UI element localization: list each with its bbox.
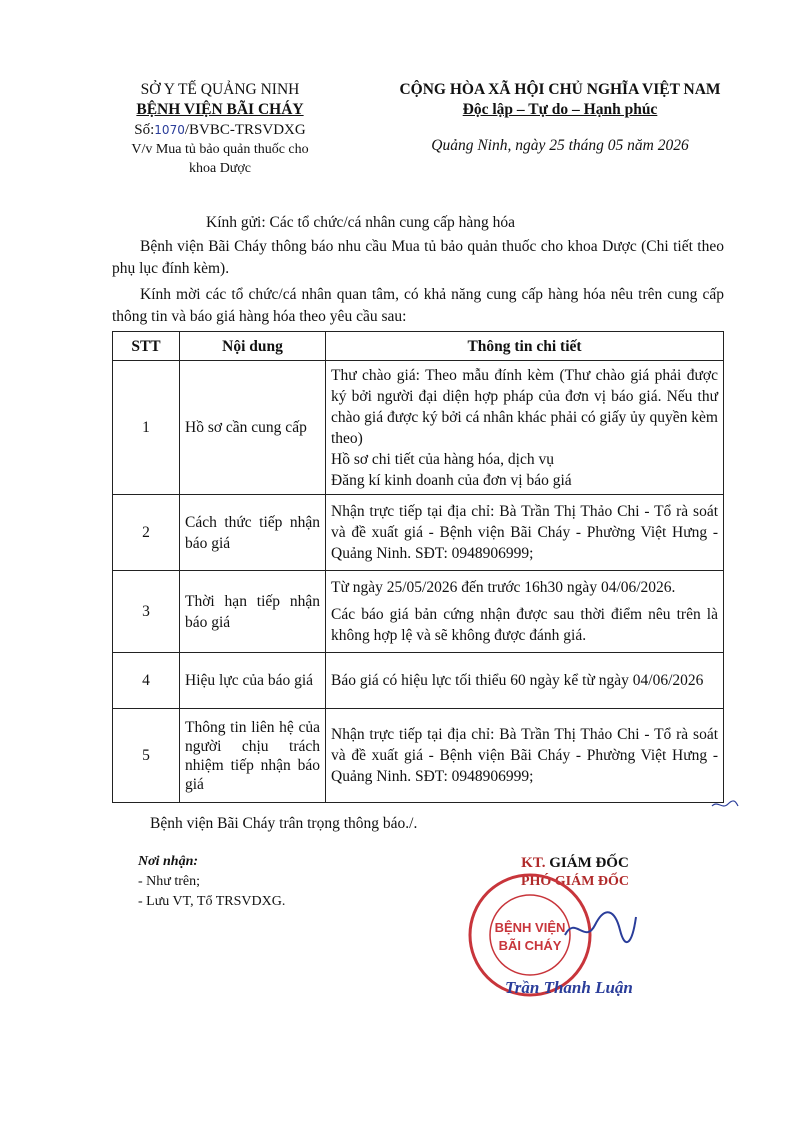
detail-line: Các báo giá bản cứng nhận được sau thời điểm nêu trên là không hợp lệ và sẽ không được đánh giá. (331, 606, 718, 644)
header-stt: STT (113, 332, 180, 361)
table-row (113, 653, 724, 709)
detail-line: Thư chào giá: Theo mẫu đính kèm (Thư chào giá phải được ký bởi người đại diện hợp pháp của đơn vị báo giá. Nếu thư chào giá được ký bởi cá nhân khác phải có giấy ủy quyền kèm theo) (331, 366, 718, 447)
signature-role: GIÁM ĐỐC (549, 855, 629, 871)
row-content: Thời hạn tiếp nhận báo giá (180, 571, 326, 653)
row-content: Hiệu lực của báo giá (180, 653, 326, 709)
subject-line-2: khoa Dược (188, 161, 252, 176)
motto: Độc lập – Tự do – Hạnh phúc (462, 101, 658, 118)
requirements-table (112, 331, 724, 803)
table-row (113, 495, 724, 571)
row-details (326, 571, 724, 653)
detail-line: Nhận trực tiếp tại địa chỉ: Bà Trần Thị Thảo Chi - Tổ rà soát và đề xuất giá - Bệnh viện Bãi Cháy - Phường Việt Hưng - Quảng Ninh. SĐT: 0948906999; (331, 726, 718, 785)
header-left (70, 80, 370, 178)
row-stt: 5 (113, 709, 180, 803)
number-prefix: Số: (134, 122, 155, 138)
closing-line: Bệnh viện Bãi Cháy trân trọng thông báo./. (150, 815, 418, 832)
row-stt: 3 (113, 571, 180, 653)
signature-subtitle: PHÓ GIÁM ĐỐC (520, 874, 630, 889)
paragraph-2: Kính mời các tổ chức/cá nhân quan tâm, có khả năng cung cấp hàng hóa nêu trên cung cấp thông tin và báo giá hàng hóa theo yêu cầu sau: (112, 286, 724, 325)
subject-line-1: V/v Mua tủ bảo quản thuốc cho (131, 142, 309, 157)
detail-line: Từ ngày 25/05/2026 đến trước 16h30 ngày 04/06/2026. (331, 579, 676, 596)
number-handwritten: 1070 (154, 123, 185, 137)
row-content: Thông tin liên hệ của người chịu trách nhiệm tiếp nhận báo giá (180, 709, 326, 803)
row-details (326, 709, 724, 803)
header-details: Thông tin chi tiết (326, 332, 724, 361)
table-row (113, 361, 724, 495)
table-header-row (113, 332, 724, 361)
table-row (113, 571, 724, 653)
document-number (70, 120, 370, 140)
document-date: Quảng Ninh, ngày 25 tháng 05 năm 2026 (431, 137, 689, 154)
row-stt: 4 (113, 653, 180, 709)
recipients-block (138, 852, 285, 912)
recipients-title: Nơi nhận: (138, 854, 199, 869)
department-name: SỞ Y TẾ QUẢNG NINH (140, 81, 300, 98)
signer-name: Trần Thanh Luận (505, 978, 633, 997)
row-details (326, 495, 724, 571)
header-right (360, 80, 760, 156)
table-row (113, 709, 724, 803)
stamp-text-1: BỆNH VIỆN (494, 920, 566, 935)
paragraph-1: Bệnh viện Bãi Cháy thông báo nhu cầu Mua tủ bảo quản thuốc cho khoa Dược (Chi tiết theo phụ lục đính kèm). (112, 238, 724, 277)
row-details (326, 653, 724, 709)
detail-line: Đăng kí kinh doanh của đơn vị báo giá (331, 471, 572, 489)
row-details (326, 361, 724, 495)
stamp-text-2: BÃI CHÁY (498, 938, 562, 953)
header-content: Nội dung (180, 332, 326, 361)
ink-mark-icon (710, 796, 740, 812)
nation-title: CỘNG HÒA XÃ HỘI CHỦ NGHĨA VIỆT NAM (399, 81, 721, 98)
row-stt: 1 (113, 361, 180, 495)
detail-line: Báo giá có hiệu lực tối thiểu 60 ngày kể từ ngày 04/06/2026 (331, 672, 704, 689)
number-suffix: /BVBC-TRSVDXG (184, 122, 306, 138)
row-content: Hồ sơ cần cung cấp (180, 361, 326, 495)
recipient-line: Kính gửi: Các tổ chức/cá nhân cung cấp hàng hóa (206, 214, 516, 231)
recipient-item: - Như trên; (138, 874, 201, 889)
detail-line: Nhận trực tiếp tại địa chỉ: Bà Trần Thị Thảo Chi - Tổ rà soát và đề xuất giá - Bệnh viện Bãi Cháy - Phường Việt Hưng - Quảng Ninh. SĐT: 0948906999; (331, 503, 718, 562)
handwritten-signature-icon (560, 905, 640, 955)
recipient-item: - Lưu VT, Tổ TRSVDXG. (138, 894, 286, 909)
hospital-name: BỆNH VIỆN BÃI CHÁY (136, 101, 304, 118)
signature-prefix: KT. (521, 855, 546, 871)
detail-line: Hồ sơ chi tiết của hàng hóa, dịch vụ (331, 450, 554, 468)
row-stt: 2 (113, 495, 180, 571)
row-content: Cách thức tiếp nhận báo giá (180, 495, 326, 571)
